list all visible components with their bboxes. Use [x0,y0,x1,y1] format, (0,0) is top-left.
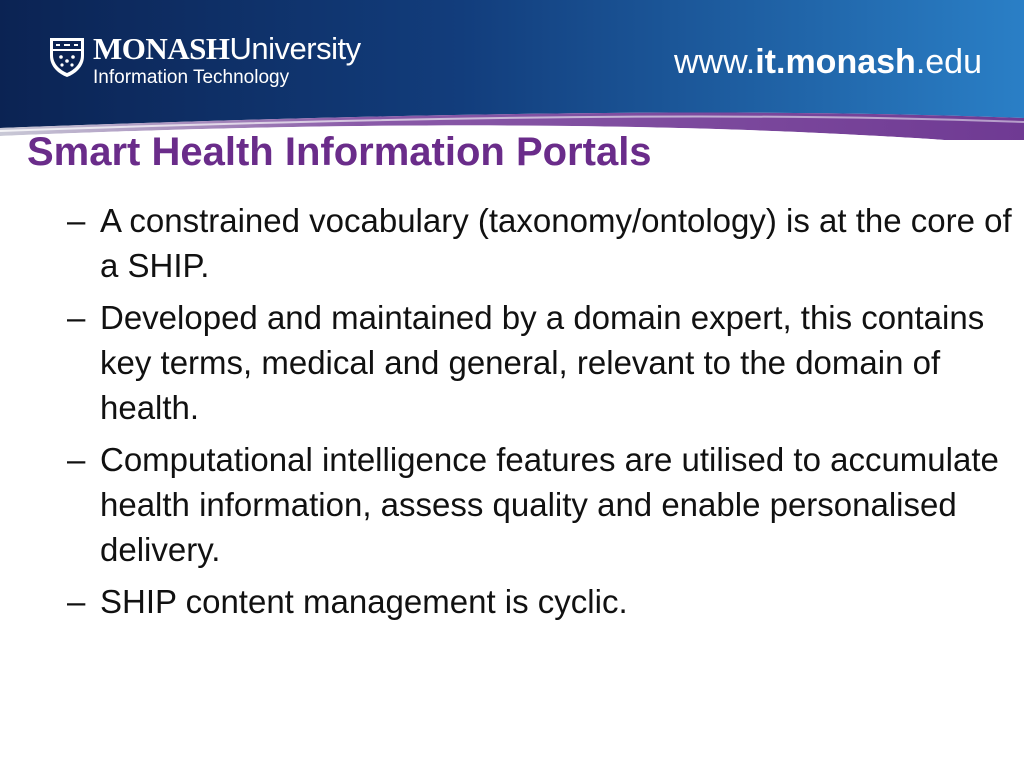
bullet-dash: – [67,299,86,336]
bullet-text: SHIP content management is cyclic. [100,583,628,620]
monash-crest-icon [48,36,86,78]
bullet-item [67,437,1012,572]
bullet-text: A constrained vocabulary (taxonomy/ontology) is at the core of a SHIP. [100,202,1012,284]
university-logo [93,32,361,90]
bullet-dash: – [67,441,86,478]
bullet-dash: – [67,583,86,620]
bullet-text: Computational intelligence features are utilised to accumulate health information, assess quality and enable personalised delivery. [100,441,999,568]
header-banner [0,0,1024,140]
bullet-list [67,198,1012,631]
bullet-item [67,295,1012,430]
bullet-dash: – [67,202,86,239]
brand-name-light: University [229,31,361,66]
bullet-item [67,198,1012,288]
slide-title: Smart Health Information Portals [27,130,652,174]
url-prefix: www. [674,43,756,81]
brand-name-strong: MONASH [93,31,230,66]
website-url [674,42,982,82]
faculty-subtitle: Information Technology [93,67,290,88]
bullet-text: Developed and maintained by a domain expert, this contains key terms, medical and general, relevant to the domain of health. [100,299,985,426]
url-suffix: .edu [915,43,982,81]
university-name [93,32,361,66]
url-highlight: it.monash [755,43,916,81]
bullet-item [67,579,1012,624]
